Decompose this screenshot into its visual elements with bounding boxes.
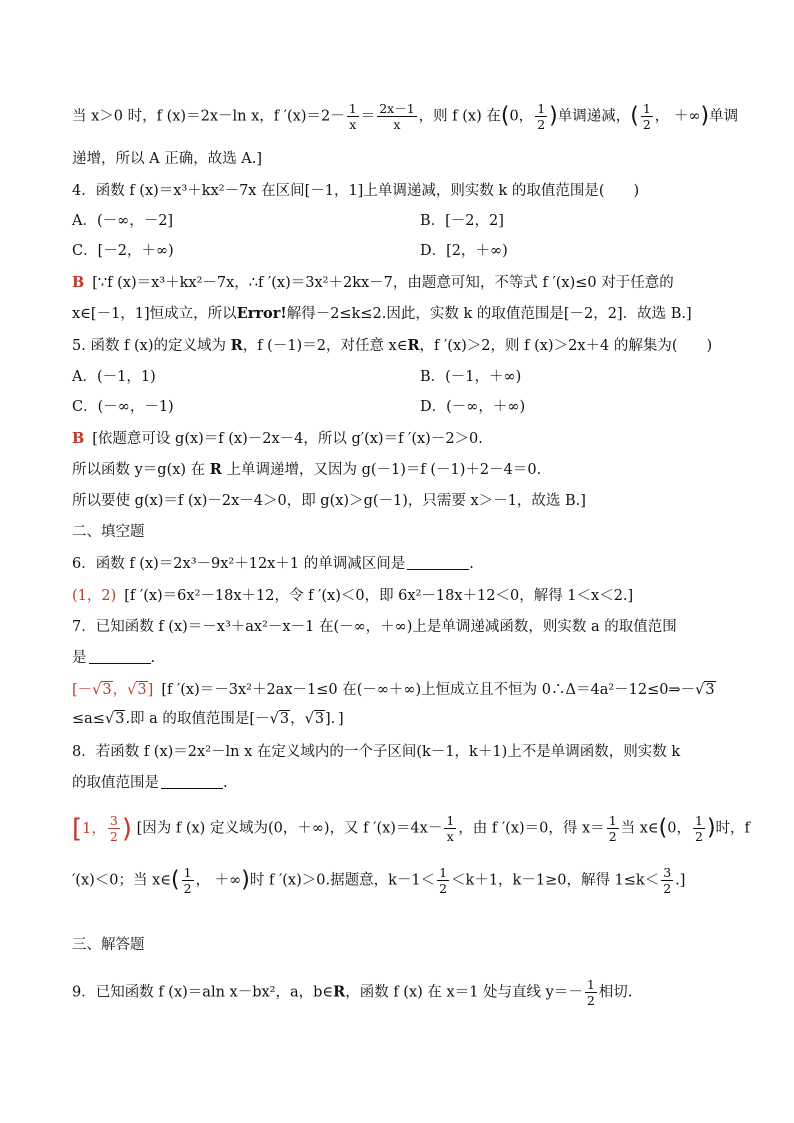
option-b: B．(－1，＋∞) <box>420 369 522 385</box>
question-5-options-row-2 <box>72 397 734 417</box>
error-marker: Error! <box>236 305 287 322</box>
question-4-options-row-1 <box>72 211 734 231</box>
option-c: C．(－∞，－1) <box>72 399 174 415</box>
solution-line-2: 递增，所以 A 正确，故选 A.] <box>72 151 263 167</box>
fraction: $\frac{1}{2}$ <box>537 101 546 132</box>
option-d: D．[2，＋∞) <box>420 243 508 259</box>
fraction: $\frac{1}{2}$ <box>608 813 617 844</box>
question-9: 9．已知函数 f (x)＝aln x－bx²，a，b∈R，函数 f (x) 在 x＝1 处与直线 y＝－ $\frac{1}{2}$ 相切. <box>72 977 633 1008</box>
answer-4-line-1: B [∵f (x)＝x³＋kx²－7x，∴f ′(x)＝3x²＋2kx－7，由题意可知，不等式 f ′(x)≤0 对于任意的 <box>72 274 674 291</box>
fraction: $\frac{1}{2}$ <box>586 977 595 1008</box>
answer-8-line-2: ′(x)＜0；当 x∈( $\frac{1}{2}$ ， ＋∞)时 f ′(x)＞0.据题意，k－1＜ $\frac{1}{2}$ ＜k＋1，k－1≥0，解得 1≤k＜ $\frac{3}{2}$ .] <box>72 865 686 896</box>
option-a: A．(－1，1) <box>72 369 156 385</box>
question-4: 4．函数 f (x)＝x³＋kx²－7x 在区间[－1，1]上单调递减，则实数 k 的取值范围是( ) <box>72 183 640 199</box>
fraction: $\frac{3}{2}$ <box>109 813 118 844</box>
fraction: $\frac{1}{2}$ <box>183 865 192 896</box>
question-8-line-2: 的取值范围是 . <box>72 775 228 791</box>
answer-8-line-1: [1， $\frac{3}{2}$ ) [因为 f (x) 定义域为(0，＋∞)，又 f ′(x)＝4x－ $\frac{1}{x}$ ，由 f ′(x)＝0，得 x＝ $\frac{1}{2}$ 当 x∈(0， $\frac{1}{2}$ )时，f <box>72 813 750 844</box>
answer-blank <box>407 555 469 570</box>
question-8-line-1: 8．若函数 f (x)＝2x²－ln x 在定义域内的一个子区间(k－1，k＋1)上不是单调函数，则实数 k <box>72 744 681 760</box>
fraction: $\frac{1}{2}$ <box>439 865 448 896</box>
option-c: C．[－2，＋∞) <box>72 243 174 259</box>
question-7-line-2: 是 . <box>72 650 156 666</box>
option-a: A．(－∞，－2] <box>72 213 174 229</box>
fraction: $\frac{1}{x}$ <box>446 813 455 844</box>
answer-6: (1，2) [f ′(x)＝6x²－18x＋12，令 f ′(x)＜0，即 6x²－18x＋12＜0，解得 1＜x＜2.] <box>72 588 634 604</box>
question-4-options-row-2 <box>72 241 734 261</box>
answer-blank <box>89 649 151 664</box>
fraction: $\frac{1}{2}$ <box>642 101 651 132</box>
answer-7-line-2: ≤a≤√3.即 a 的取值范围是[－√3，√3]．] <box>72 711 344 727</box>
fraction: $\frac{1}{2}$ <box>695 813 703 844</box>
option-d: D．(－∞，＋∞) <box>420 399 526 415</box>
section-heading-solutions: 三、解答题 <box>72 937 145 953</box>
fraction: $\frac{1}{x}$ <box>348 101 357 132</box>
answer-label: B <box>72 274 85 291</box>
section-heading-fill-in: 二、填空题 <box>72 524 145 540</box>
answer-label: [1， $\frac{3}{2}$ ) <box>72 813 132 844</box>
answer-label: (1，2) <box>72 588 117 604</box>
option-b: B．[－2，2] <box>420 213 504 229</box>
question-6: 6．函数 f (x)＝2x³－9x²＋12x＋1 的单调减区间是 . <box>72 556 474 572</box>
answer-label: B <box>72 430 85 447</box>
answer-blank <box>161 774 223 789</box>
answer-4-line-2: x∈[－1，1]恒成立，所以Error!解得－2≤k≤2.因此，实数 k 的取值范围是[－2，2]．故选 B.] <box>72 305 692 322</box>
answer-5-line-2: 所以函数 y＝g(x) 在 R 上单调递增，又因为 g(－1)＝f (－1)＋2－4＝0. <box>72 461 542 478</box>
answer-label: [－√3，√3] <box>72 682 154 698</box>
answer-5-line-3: 所以要使 g(x)＝f (x)－2x－4＞0，即 g(x)＞g(－1)，只需要 x＞－1，故选 B.] <box>72 493 586 509</box>
answer-5-line-1: B [依题意可设 g(x)＝f (x)－2x－4，所以 g′(x)＝f ′(x)－2＞0. <box>72 430 483 447</box>
question-5-options-row-1 <box>72 367 734 387</box>
question-5: 5. 函数 f (x)的定义域为 R，f (－1)＝2，对任意 x∈R，f ′(x)＞2，则 f (x)＞2x＋4 的解集为( ) <box>72 337 713 354</box>
fraction: $\frac{3}{2}$ <box>663 865 672 896</box>
question-7-line-1: 7．已知函数 f (x)＝－x³＋ax²－x－1 在(－∞，＋∞)上是单调递减函数，则实数 a 的取值范围 <box>72 619 677 635</box>
answer-7-line-1: [－√3，√3] [f ′(x)＝－3x²＋2ax－1≤0 在(－∞＋∞)上恒成立且不恒为 0∴Δ＝4a²－12≤0⇒－√3 <box>72 682 715 698</box>
fraction: $\frac{2x-1}{x}$ <box>379 101 415 132</box>
solution-line-1: 当 x＞0 时，f (x)＝2x－ln x，f ′(x)＝2－ $\frac{1}{x}$ ＝ $\frac{2x-1}{x}$ ，则 f (x) 在(0， $\frac{1}{2}$ )单调递减，( $\frac{1}{2}$ ， ＋∞)单调 <box>72 101 739 132</box>
